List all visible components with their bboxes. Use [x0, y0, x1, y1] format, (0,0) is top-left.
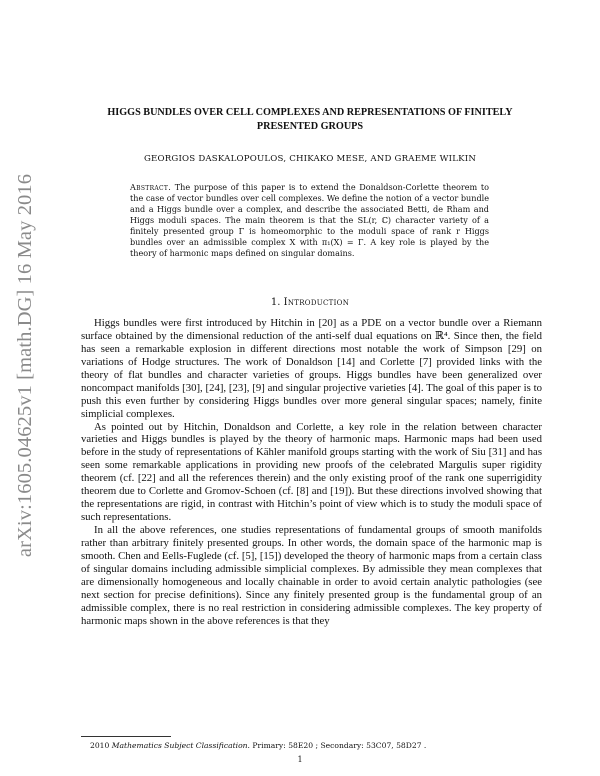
authors: GEORGIOS DASKALOPOULOS, CHIKAKO MESE, AND GRAEME WILKIN — [143, 154, 477, 164]
arxiv-stamp — [6, 145, 46, 585]
body-text — [81, 317, 542, 628]
footnote-text: Primary: 58E20 ; Secondary: 53C07, 58D27 . — [252, 741, 427, 750]
section-heading — [80, 297, 540, 308]
paragraph: In all the above references, one studies representations of fundamental groups of smooth manifolds rather than arbitrary finitely presented groups. In other words, the domain space of the harmonic map is smooth. Chen and Eells-Fuglede (cf. [5], [15]) developed the theory of harmonic maps from a certain class of singular domains including admissible simplicial complexes. By admissible they mean complexes that are dimensionally homogeneous and locally chainable in order to avoid certain analytic pathologies (see next section for precise definitions). Since any finitely presented group is the fundamental group of an admissible complex, there is no real restriction in considering admissible complexes. The key property of harmonic maps shown in the above references is that they — [81, 524, 542, 627]
abstract-label: Abstract. — [130, 182, 172, 192]
footnote-year: 2010 — [90, 741, 110, 750]
section-title: Introduction — [283, 297, 350, 308]
abstract-text: The purpose of this paper is to extend the Donaldson-Corlette theorem to the case of vector bundles over cell complexes. We define the notion of a vector bundle and a Higgs bundle over a complex, and describe the associated Betti, de Rham and Higgs moduli spaces. The main theorem is that the SL(r, ℂ) character variety of a finitely presented group Γ is homeomorphic to the moduli space of rank r Higgs bundles over an admissible complex X with π₁(X) = Γ. A key role is played by the theory of harmonic maps defined on singular domains. — [130, 182, 489, 258]
paragraph: As pointed out by Hitchin, Donaldson and Corlette, a key role in the relation between character varieties and Higgs bundles is played by the theory of harmonic maps. Harmonic maps had been used before in the study of representations of Kähler manifold groups starting with the work of Siu [31] and has seen some remarkable applications in providing new proofs of the celebrated Margulis super rigidity theorem (cf. [22] and all the references therein) and the only existing proof of the rank one superrigidity theorem due to Corlette and Gromov-Schoen (cf. [8] and [19]). But these directions involved showing that the representations are rigid, in contrast with Hitchin’s point of view which is to study the moduli space of such representations. — [81, 420, 542, 524]
arxiv-identifier: arXiv:1605.04625v1 [math.DG] 16 May 2016 — [14, 173, 37, 557]
paper-title: HIGGS BUNDLES OVER CELL COMPLEXES AND REPRESENTATIONS OF FINITELY PRESENTED GROUPS — [107, 107, 513, 132]
footnote — [90, 741, 426, 750]
abstract — [130, 182, 489, 259]
footnote-label: Mathematics Subject Classification. — [111, 741, 250, 750]
page-number: 1 — [297, 755, 303, 764]
section-number: 1. — [270, 297, 281, 308]
footnote-divider — [81, 736, 171, 737]
paragraph: Higgs bundles were first introduced by Hitchin in [20] as a PDE on a vector bundle over a Riemann surface obtained by the dimensional reduction of the anti-self dual equations on ℝ⁴. Since then, the field has seen a remarkable explosion in different directions most notable the work of Simpson [29] on variations of Hodge structures. The work of Donaldson [14] and Corlette [7] provided links with the theory of flat bundles and character varieties of groups. Higgs bundles have been generalized over noncompact manifolds [30], [24], [23], [9] and singular projective varieties [4]. The goal of this paper is to push this even further by considering Higgs bundles over more general singular spaces; namely, finite simplicial complexes. — [81, 317, 542, 420]
